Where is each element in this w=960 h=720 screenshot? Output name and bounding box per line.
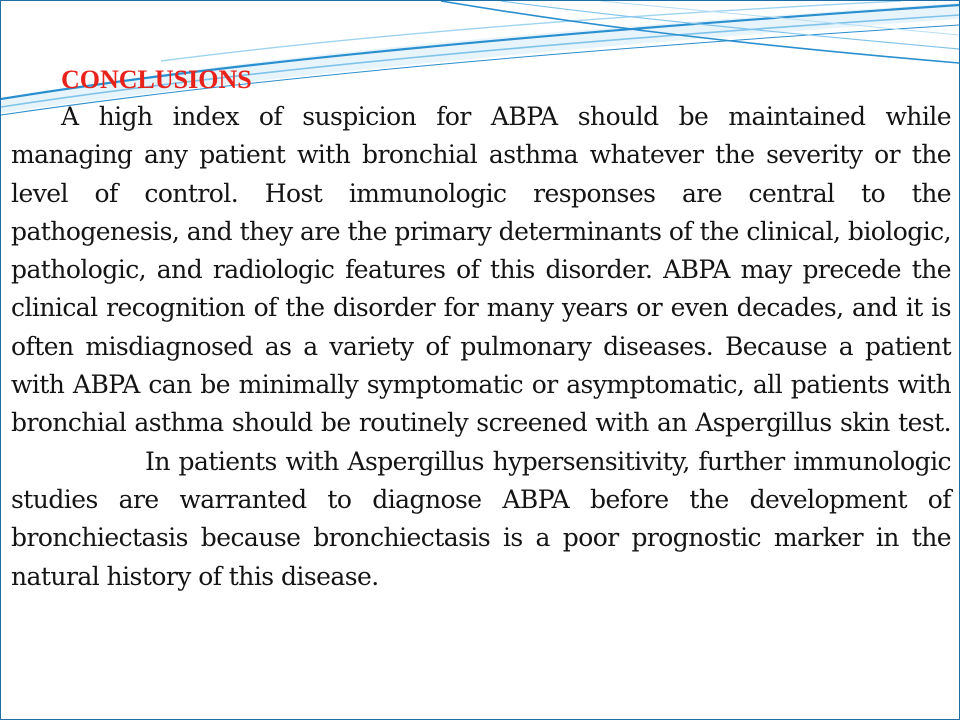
slide-heading: CONCLUSIONS — [61, 65, 252, 94]
paragraph-1: A high index of suspicion for ABPA should be maintained while managing any patient with bronchial asthma whatever the severity or the level of control. Host immunologic responses are central to the pathogenesis, and they are the primary determinants of the clinical, biologic, pathologic, and radiologic features of this disorder. ABPA may precede the clinical recognition of the disorder for many years or even decades, and it is often misdiagnosed as a variety of pulmonary diseases. Because a patient with ABPA can be minimally symptomatic or asymptomatic, all patients with bronchial asthma should be routinely screened with an Aspergillus skin test. — [11, 102, 951, 438]
slide-body-text — [11, 98, 951, 596]
paragraph-2: In patients with Aspergillus hypersensitivity, further immunologic studies are warranted to diagnose ABPA before the development of bronchiectasis because bronchiectasis is a poor prognostic marker in the natural history of this disease. — [11, 446, 951, 591]
